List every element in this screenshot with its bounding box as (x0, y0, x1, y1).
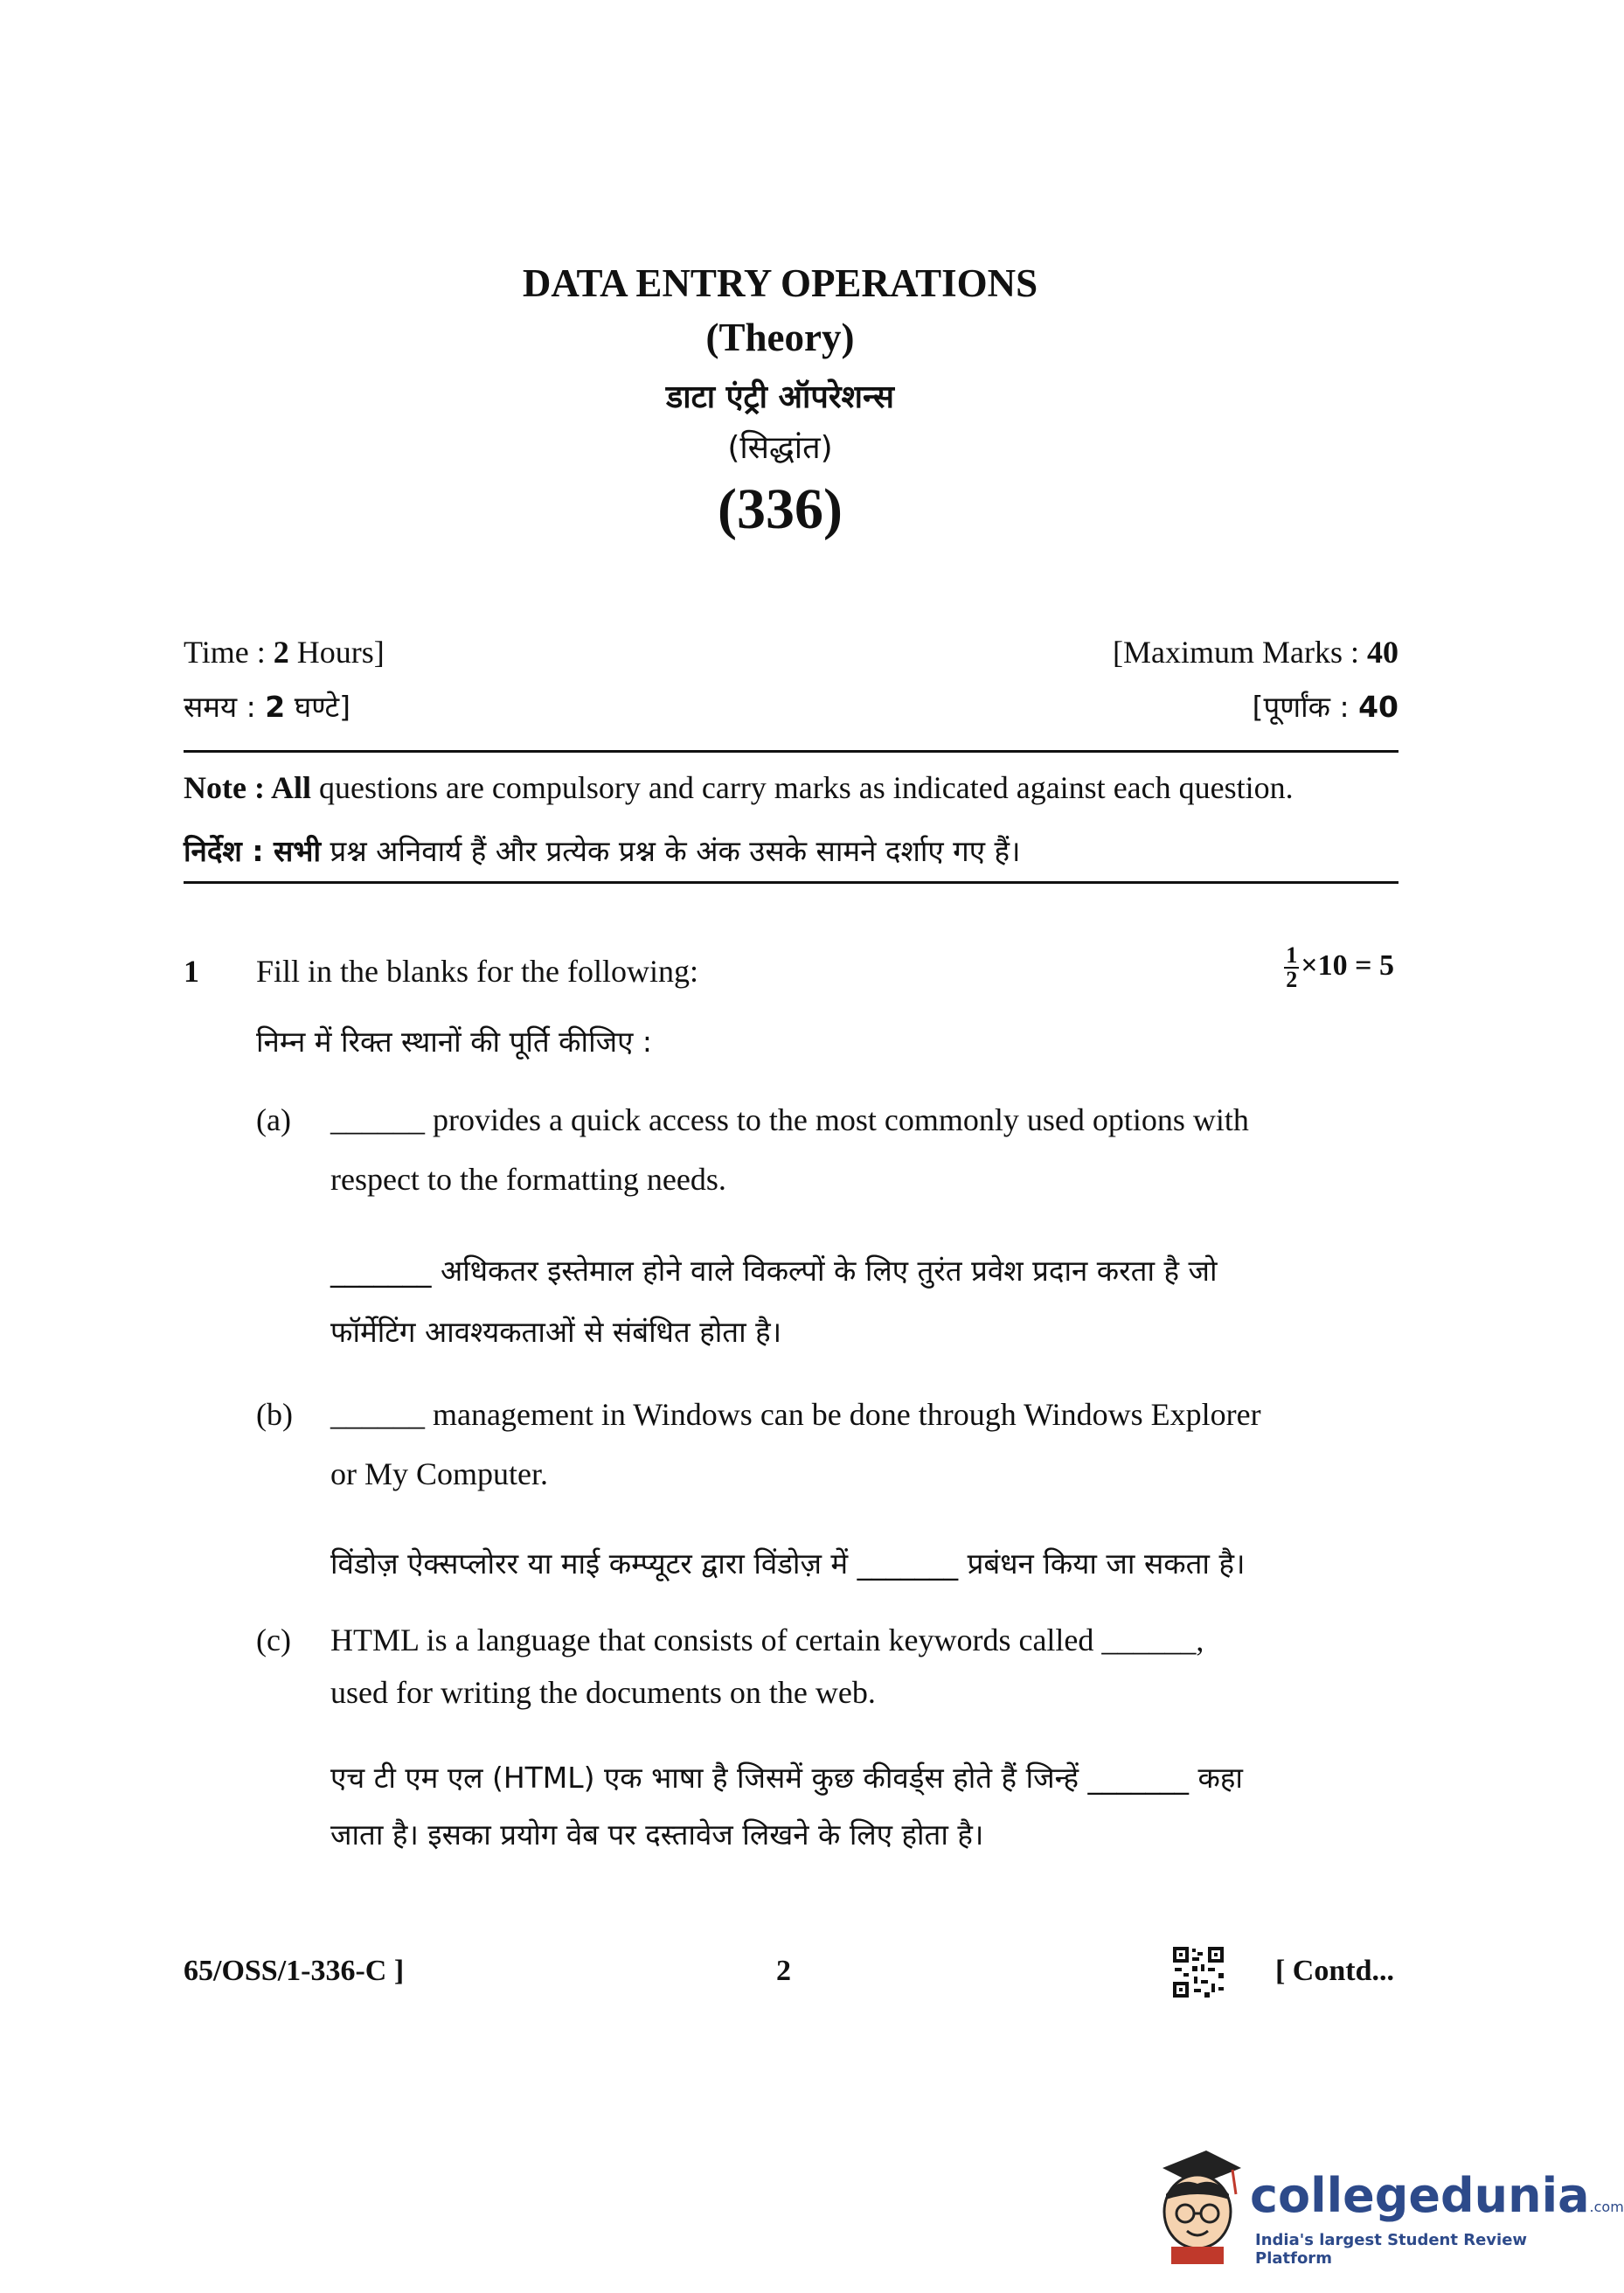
question-marks: $\frac{1}{2}$ ×10 = 5 (1286, 942, 1394, 992)
paper-title-hindi: डाटा एंट्री ऑपरेशन्स (666, 379, 894, 415)
part-c-hi-line1: एच टी एम एल (HTML) एक भाषा है जिसमें कुछ कीवर्ड्स होते हैं जिन्हें _______ कहा (330, 1761, 1243, 1795)
brand-tagline: India's largest Student Review Platform (1255, 2231, 1528, 2268)
paper-title: DATA ENTRY OPERATIONS (522, 261, 1038, 305)
paper-subtitle: (Theory) (705, 316, 855, 359)
qr-code-icon (1171, 1945, 1225, 1999)
part-c-en-line1: HTML is a language that consists of certain keywords called ______, (330, 1622, 1204, 1657)
part-b-en-line1: ______ management in Windows can be done through Windows Explorer (330, 1397, 1261, 1432)
continued-label: [ Contd... (1274, 1955, 1394, 1987)
time-hi: समय : 2 घण्टे] (184, 690, 351, 724)
note-en: Note : All questions are compulsory and carry marks as indicated against each question. (184, 770, 1294, 805)
max-marks-en: [Maximum Marks : 40 (1113, 635, 1398, 670)
brand-name: collegedunia.com (1250, 2168, 1624, 2223)
question-number: 1 (184, 954, 199, 989)
page-number: 2 (776, 1955, 791, 1987)
question-text-hi: निम्न में रिक्त स्थानों की पूर्ति कीजिए : (256, 1025, 652, 1059)
footer-code: 65/OSS/1-336-C ] (184, 1955, 405, 1987)
rule-bottom (184, 881, 1398, 884)
paper-subtitle-hindi: (सिद्धांत) (727, 430, 833, 466)
question-text-en: Fill in the blanks for the following: (256, 954, 698, 989)
note-hi: निर्देश : सभी प्रश्न अनिवार्य हैं और प्रत्येक प्रश्न के अंक उसके सामने दर्शाए गए हैं। (184, 834, 1021, 868)
rule-top (184, 750, 1398, 753)
time-en: Time : 2 Hours] (184, 635, 385, 670)
part-c-en-line2: used for writing the documents on the web. (330, 1675, 876, 1710)
half-fraction: $\frac{1}{2}$ (1286, 942, 1298, 992)
part-b-hi-line1: विंडोज़ ऐक्सप्लोरर या माई कम्प्यूटर द्वारा विंडोज़ में _______ प्रबंधन किया जा सकता है। (330, 1546, 1246, 1581)
part-b-en-line2: or My Computer. (330, 1456, 548, 1491)
part-a-label: (a) (256, 1102, 291, 1137)
part-a-en-line1: ______ provides a quick access to the most commonly used options with (330, 1102, 1249, 1137)
mascot-logo-icon (1145, 2142, 1250, 2264)
part-c-label: (c) (256, 1622, 291, 1657)
part-a-en-line2: respect to the formatting needs. (330, 1162, 726, 1197)
paper-code: (336) (718, 477, 843, 541)
part-b-label: (b) (256, 1397, 293, 1432)
part-c-hi-line2: जाता है। इसका प्रयोग वेब पर दस्तावेज लिखने के लिए होता है। (330, 1817, 984, 1852)
brand-suffix: .com (1589, 2199, 1624, 2215)
part-a-hi-line2: फॉर्मेटिंग आवश्यकताओं से संबंधित होता है। (330, 1315, 782, 1349)
max-marks-hi: [पूर्णांक : 40 (1252, 690, 1398, 724)
part-a-hi-line1: _______ अधिकतर इस्तेमाल होने वाले विकल्पों के लिए तुरंत प्रवेश प्रदान करता है जो (330, 1254, 1218, 1288)
